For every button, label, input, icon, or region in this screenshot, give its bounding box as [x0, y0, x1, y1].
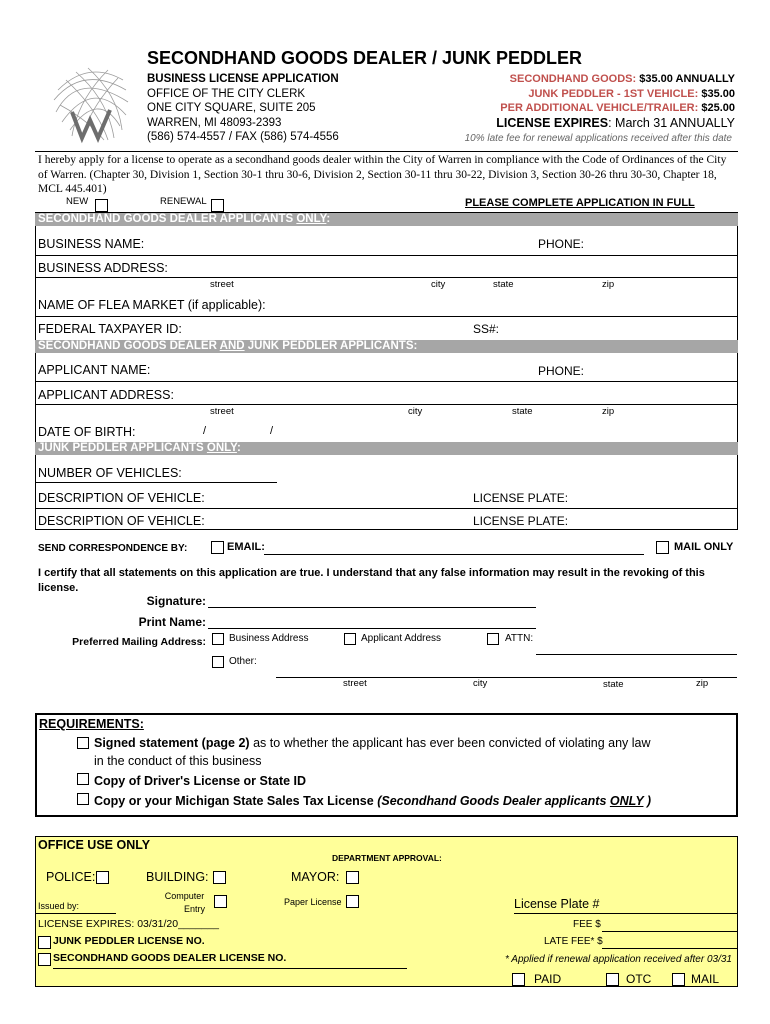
late-fee-note: 10% late fee for renewal applications received after this date	[464, 133, 732, 144]
otc-checkbox[interactable]	[606, 973, 619, 986]
license-expires-label: LICENSE EXPIRES: 03/31/20_______	[38, 918, 219, 930]
zip-label: zip	[696, 678, 709, 689]
entry-text: Entry	[184, 904, 206, 914]
requirement-1-checkbox[interactable]	[77, 737, 89, 749]
dob-slash-2: /	[270, 425, 274, 437]
fee-schedule	[496, 72, 735, 130]
attn-checkbox[interactable]	[487, 633, 499, 645]
other-checkbox[interactable]	[212, 656, 224, 668]
renewal-checkbox[interactable]	[211, 199, 224, 212]
requirement-3-bold: Copy or your Michigan State Sales Tax License	[94, 794, 378, 808]
applicant-name-line[interactable]	[35, 381, 738, 382]
intro-paragraph: I hereby apply for a license to operate as a secondhand goods dealer within the City of Warren in compliance with the Code of Ordinances of the City of Warren. (Chapter 30, Division 1, Section 30-1 thru 30-6, Division 2, Section 30-11 thru 30-22, Division 3, Section 30-26 thru 30-30, Chapter 18, MCL 445.401)	[38, 154, 727, 195]
police-checkbox[interactable]	[96, 871, 109, 884]
late-fee-line[interactable]	[602, 948, 738, 949]
license-plate-label-1: LICENSE PLATE:	[473, 491, 569, 505]
business-address-line[interactable]	[35, 277, 738, 278]
email-label: EMAIL:	[227, 541, 265, 553]
business-address-checkbox[interactable]	[212, 633, 224, 645]
requirement-1-bold: Signed statement (page 2)	[94, 736, 250, 750]
sg-license-line[interactable]	[53, 968, 407, 969]
taxpayer-id-label: FEDERAL TAXPAYER ID:	[38, 322, 182, 336]
requirement-3	[94, 794, 651, 808]
state-label: state	[493, 279, 514, 290]
police-label: POLICE:	[46, 870, 96, 884]
bar-colon: :	[236, 442, 241, 454]
mail-label: MAIL	[691, 972, 720, 986]
requirement-3-checkbox[interactable]	[77, 793, 89, 805]
attn-label: ATTN:	[505, 633, 534, 644]
license-plate-number-label: License Plate #	[514, 897, 600, 911]
city-label: city	[408, 406, 423, 417]
issued-by-line[interactable]	[36, 913, 116, 914]
business-name-line[interactable]	[35, 255, 738, 256]
flea-market-line[interactable]	[35, 316, 738, 317]
building-checkbox[interactable]	[213, 871, 226, 884]
street-label: street	[210, 406, 234, 417]
other-label: Other:	[229, 656, 257, 667]
applicant-address-checkbox[interactable]	[344, 633, 356, 645]
ss-label: SS#:	[473, 322, 500, 336]
bar-text: SECONDHAND GOODS DEALER APPLICANTS	[38, 213, 297, 225]
zip-label: zip	[602, 279, 615, 290]
dob-slash-1: /	[203, 425, 207, 437]
fee-sg-value: $35.00 ANNUALLY	[639, 73, 735, 85]
section-secondhand-only-bar	[35, 213, 738, 226]
business-address-option: Business Address	[229, 633, 309, 644]
requirement-1-line2: in the conduct of this business	[94, 754, 262, 768]
business-name-label: BUSINESS NAME:	[38, 237, 145, 251]
bar-text: SECONDHAND GOODS DEALER	[38, 340, 220, 352]
fee-jp-label: JUNK PEDDLER - 1ST VEHICLE:	[528, 87, 699, 100]
office-use-box	[35, 836, 738, 987]
fee-sg-label: SECONDHAND GOODS:	[509, 73, 637, 85]
fee-jp-value: $35.00	[701, 87, 735, 100]
print-name-label: Print Name:	[138, 615, 206, 629]
street-label: street	[210, 279, 234, 290]
jp-license-label: JUNK PEDDLER LICENSE NO.	[53, 935, 205, 947]
otc-label: OTC	[626, 972, 652, 986]
email-checkbox[interactable]	[211, 541, 224, 554]
bar-underlined: AND	[219, 340, 245, 352]
attn-line[interactable]	[536, 654, 737, 655]
new-label: NEW	[66, 196, 89, 207]
issued-by-label: Issued by:	[38, 901, 80, 911]
form-subtitle: BUSINESS LICENSE APPLICATION	[147, 73, 339, 85]
correspondence-label: SEND CORRESPONDENCE BY:	[38, 543, 188, 554]
paper-license-checkbox[interactable]	[346, 895, 359, 908]
requirement-3-only: ONLY	[609, 794, 644, 808]
mail-checkbox[interactable]	[672, 973, 685, 986]
mail-only-label: MAIL ONLY	[674, 541, 734, 553]
requirements-title: REQUIREMENTS:	[39, 717, 144, 731]
business-address-label: BUSINESS ADDRESS:	[38, 261, 168, 275]
vehicle-description-label-1: DESCRIPTION OF VEHICLE:	[38, 491, 205, 505]
fee-label: FEE $	[573, 919, 601, 930]
building-label: BUILDING:	[146, 870, 209, 884]
expires-value: : March 31 ANNUALLY	[608, 115, 735, 130]
state-label: state	[512, 406, 533, 417]
new-checkbox[interactable]	[95, 199, 108, 212]
license-plate-number-line[interactable]	[514, 913, 738, 914]
expires-label: LICENSE EXPIRES	[496, 115, 609, 130]
city-of-warren-logo	[48, 60, 132, 144]
num-vehicles-label: NUMBER OF VEHICLES:	[38, 466, 182, 480]
mayor-label: MAYOR:	[291, 870, 340, 884]
print-name-line[interactable]	[208, 628, 536, 629]
bar-text-end: JUNK PEDDLER APPLICANTS:	[244, 340, 418, 352]
bar-underlined: ONLY	[296, 213, 327, 225]
office-use-title: OFFICE USE ONLY	[38, 838, 151, 852]
paid-checkbox[interactable]	[512, 973, 525, 986]
vehicle-description-label-2: DESCRIPTION OF VEHICLE:	[38, 514, 205, 528]
dob-label: DATE OF BIRTH:	[38, 425, 136, 439]
requirement-3-italic: (Secondhand Goods Dealer applicants	[377, 794, 610, 808]
office-address-line2: WARREN, MI 48093-2393	[147, 116, 282, 129]
license-plate-label-2: LICENSE PLATE:	[473, 514, 569, 528]
mailing-address-label: Preferred Mailing Address:	[72, 636, 206, 648]
signature-line[interactable]	[208, 607, 536, 608]
vehicle-line-1[interactable]	[35, 508, 738, 509]
requirements-box	[35, 713, 738, 817]
late-fee-footnote: * Applied if renewal application received after 03/31	[505, 954, 732, 965]
email-line[interactable]	[264, 554, 644, 555]
mayor-checkbox[interactable]	[346, 871, 359, 884]
renewal-label: RENEWAL	[160, 196, 207, 207]
section-junk-peddler-only-bar	[35, 442, 738, 455]
city-label: city	[431, 279, 446, 290]
signature-label: Signature:	[146, 594, 206, 608]
requirement-2: Copy of Driver's License or State ID	[94, 774, 307, 788]
sg-license-label: SECONDHAND GOODS DEALER LICENSE NO.	[53, 952, 287, 964]
office-address-line1: ONE CITY SQUARE, SUITE 205	[147, 102, 316, 114]
bar-colon: :	[326, 213, 331, 225]
computer-entry-label	[164, 890, 205, 916]
zip-label: zip	[602, 406, 615, 417]
business-phone-label: PHONE:	[538, 237, 585, 251]
state-label: state	[603, 679, 624, 690]
paid-label: PAID	[534, 972, 562, 986]
requirement-1-text: as to whether the applicant has ever been convicted of violating any law	[249, 736, 651, 750]
late-fee-label: LATE FEE* $	[544, 936, 603, 947]
requirement-2-checkbox[interactable]	[77, 773, 89, 785]
bar-underlined: ONLY	[206, 442, 237, 454]
computer-entry-checkbox[interactable]	[214, 895, 227, 908]
computer-text: Computer	[164, 891, 205, 901]
jp-license-checkbox[interactable]	[38, 936, 51, 949]
applicant-address-option: Applicant Address	[361, 633, 442, 644]
applicant-address-label: APPLICANT ADDRESS:	[38, 388, 174, 402]
applicant-phone-label: PHONE:	[538, 364, 585, 378]
applicant-address-line[interactable]	[35, 404, 738, 405]
department-approval-label: DEPARTMENT APPROVAL:	[332, 853, 442, 863]
sg-license-checkbox[interactable]	[38, 953, 51, 966]
applicant-name-label: APPLICANT NAME:	[38, 363, 151, 377]
complete-notice: PLEASE COMPLETE APPLICATION IN FULL	[465, 197, 695, 209]
requirement-3-end: )	[643, 794, 652, 808]
form-title: SECONDHAND GOODS DEALER / JUNK PEDDLER	[147, 48, 583, 68]
section-both-applicants-bar	[35, 340, 738, 353]
office-address-block	[147, 72, 339, 145]
fee-line[interactable]	[602, 931, 738, 932]
office-name: OFFICE OF THE CITY CLERK	[147, 87, 306, 100]
certification-statement: I certify that all statements on this application are true. I understand that any false information may result in the revoking of this license.	[38, 567, 705, 594]
city-label: city	[473, 678, 488, 689]
fee-additional-value: $25.00	[701, 102, 735, 114]
requirement-1	[94, 736, 651, 750]
street-label: street	[343, 678, 367, 689]
flea-market-label: NAME OF FLEA MARKET (if applicable):	[38, 298, 266, 312]
mail-only-checkbox[interactable]	[656, 541, 669, 554]
paper-license-label: Paper License	[284, 897, 342, 907]
fee-additional-label: PER ADDITIONAL VEHICLE/TRAILER:	[500, 102, 699, 114]
bar-text: JUNK PEDDLER APPLICANTS	[38, 442, 207, 454]
num-vehicles-line[interactable]	[35, 482, 277, 483]
header-divider	[35, 151, 738, 152]
office-phone: (586) 574-4557 / FAX (586) 574-4556	[147, 131, 339, 143]
